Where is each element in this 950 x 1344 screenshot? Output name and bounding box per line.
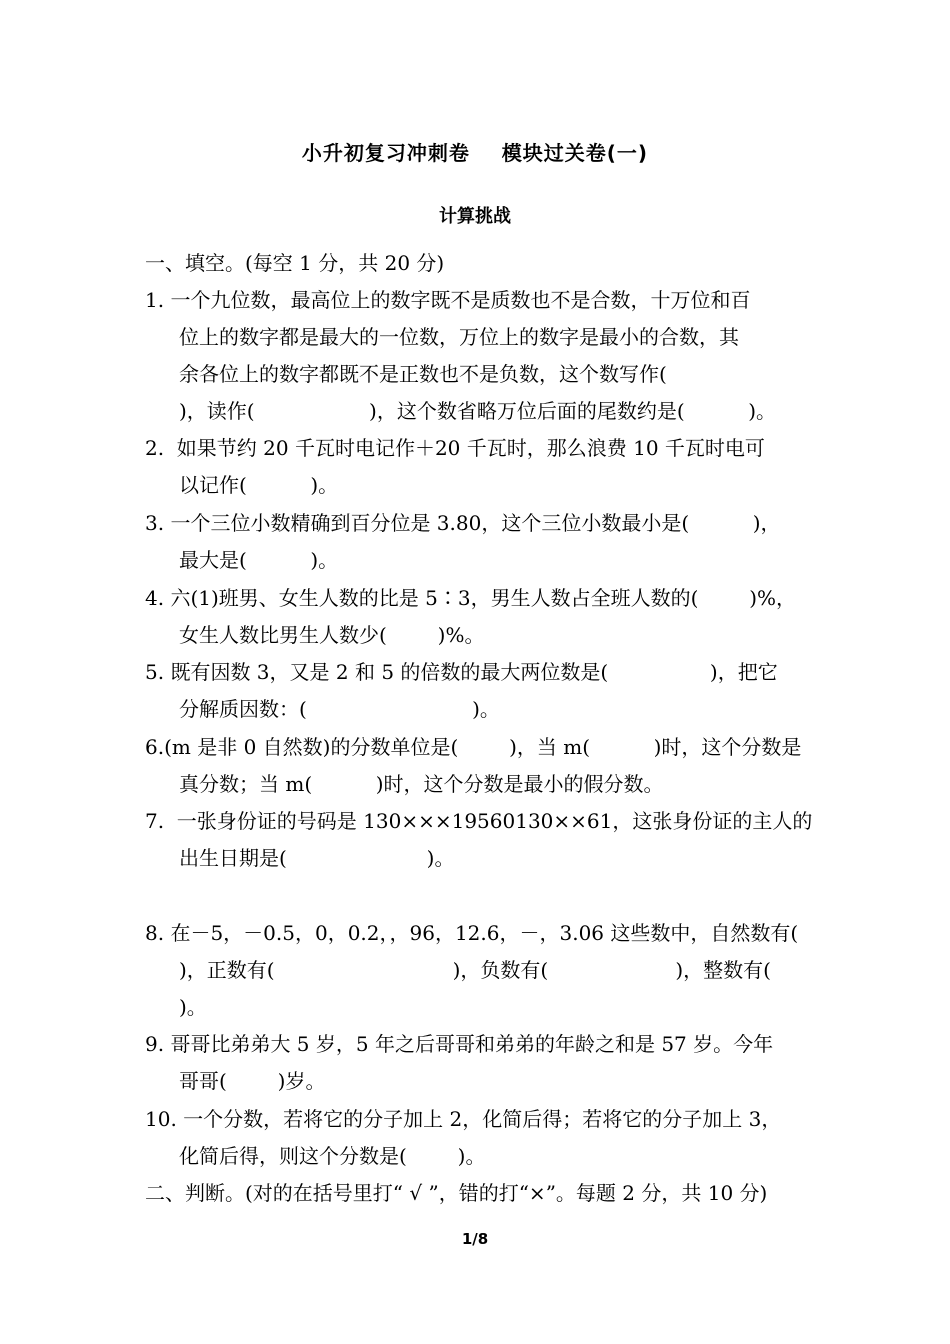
question-5-line-2: 分解质因数：( )。 [179,697,500,721]
question-3-line-2: 最大是( )。 [179,548,339,572]
question-3-line-1: 3. 一个三位小数精确到百分位是 3.80，这个三位小数最小是( )， [145,511,781,535]
question-8-line-2: )，正数有( )，负数有( )，整数有( [179,958,771,982]
question-10-line-2: 化简后得，则这个分数是( )。 [179,1144,486,1168]
question-1-line-4: )，读作( )，这个数省略万位后面的尾数约是( )。 [179,399,777,423]
question-4-line-2: 女生人数比男生人数少( )%。 [179,623,485,647]
question-9-line-2: 哥哥( )岁。 [179,1069,326,1093]
question-8-line-1: 8. 在－5，－0.5，0，0.2，，96，12.6，－，3.06 这些数中，自然数有( [145,921,799,945]
question-8-line-3: )。 [179,995,207,1019]
question-1-line-2: 位上的数字都是最大的一位数，万位上的数字是最小的合数，其 [179,325,739,349]
question-6-line-1: 6.(m 是非 0 自然数)的分数单位是( )，当 m( )时，这个分数是 [145,735,802,759]
question-4-line-1: 4. 六(1)班男、女生人数的比是 5∶3，男生人数占全班人数的( )%， [145,586,797,610]
section-heading-true-false: 二、判断。(对的在括号里打“ √ ”，错的打“×”。每题 2 分，共 10 分) [145,1181,768,1205]
question-9-line-1: 9. 哥哥比弟弟大 5 岁，5 年之后哥哥和弟弟的年龄之和是 57 岁。今年 [145,1032,774,1056]
question-7-line-1: 7. 一张身份证的号码是 130×××19560130××61，这张身份证的主人的 [145,809,813,833]
section-heading-fill-blank: 一、填空。(每空 1 分，共 20 分) [145,251,445,275]
page-number: 1/8 [461,1230,489,1248]
question-5-line-1: 5. 既有因数 3，又是 2 和 5 的倍数的最大两位数是( )，把它 [145,660,778,684]
question-2-line-1: 2. 如果节约 20 千瓦时电记作＋20 千瓦时，那么浪费 10 千瓦时电可 [145,436,765,460]
question-2-line-2: 以记作( )。 [179,473,339,497]
section-subtitle: 计算挑战 [439,206,511,227]
question-6-line-2: 真分数；当 m( )时，这个分数是最小的假分数。 [179,772,664,796]
question-7-line-2: 出生日期是( )。 [179,846,455,870]
question-1-line-1: 1. 一个九位数，最高位上的数字既不是质数也不是合数，十万位和百 [145,288,751,312]
question-10-line-1: 10. 一个分数，若将它的分子加上 2，化简后得；若将它的分子加上 3， [145,1107,782,1131]
page-title: 小升初复习冲刺卷 模块过关卷(一) [301,141,649,165]
question-1-line-3: 余各位上的数字都既不是正数也不是负数，这个数写作( [179,362,667,386]
